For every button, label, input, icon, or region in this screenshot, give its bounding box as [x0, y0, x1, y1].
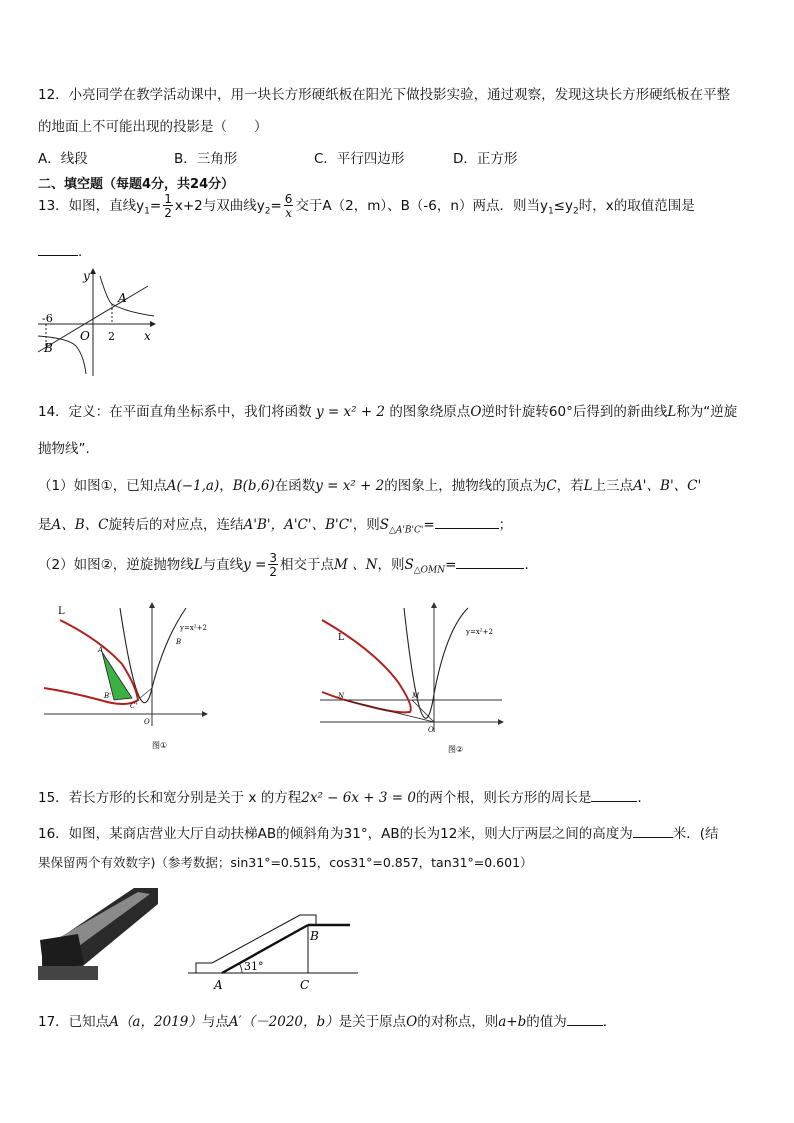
q17-ab: a+b: [498, 1014, 527, 1030]
q14-mn: M 、N: [334, 557, 378, 573]
q12-line1: 12．小亮同学在教学活动课中，用一块长方形硬纸板在阳光下做投影实验，通过观察，发现这块长方形硬纸板在平整: [38, 87, 731, 103]
q15-a: 15．若长方形的长和宽分别是关于 x 的方程: [38, 790, 302, 806]
q14-l3: L: [193, 557, 203, 573]
q12-line2: 的地面上不可能出现的投影是（ ）: [38, 119, 268, 135]
q14-l1: L: [667, 404, 677, 420]
q14-p1a: （1）如图①，已知点: [38, 478, 167, 494]
q14-p2b: 与直线: [202, 557, 244, 573]
fig1-label-b: B': [104, 692, 112, 700]
q16-label-angle: 31°: [244, 960, 264, 973]
fig1-label-bp: B: [176, 638, 182, 646]
q14-p2e: =: [445, 557, 457, 573]
q16-upper-landing: [300, 915, 316, 925]
q15-b: 的两个根，则长方形的周长是: [415, 790, 592, 806]
q14-pa: A(−1,a): [166, 478, 220, 494]
fig1-x-arrow: [202, 711, 208, 717]
q13-sub4: 2: [572, 206, 579, 217]
q13-line1: [38, 193, 695, 219]
q14-p2a: （2）如图②，逆旋抛物线: [38, 557, 194, 573]
q14-line1: [38, 400, 737, 420]
q13-frac1-den: 2: [164, 206, 172, 220]
q14-frac-den: 2: [269, 565, 278, 579]
q13-figure: [36, 266, 156, 378]
q15-blank: [591, 789, 637, 802]
q13-eq2: =: [270, 198, 282, 214]
q14-s2-sub: △OMN: [413, 565, 446, 576]
q14-pts: A'、B'、C': [633, 478, 702, 494]
fig1-label-l: L: [58, 606, 65, 617]
q16-diagram: [186, 906, 358, 996]
q13-blank: [38, 243, 78, 256]
q14-p1c: 在函数: [274, 478, 316, 494]
q14-line5: [38, 552, 538, 578]
q14-line4c: ，则: [352, 517, 380, 533]
q14-abc: A、B、C: [51, 517, 109, 533]
q14-line1a: 14．定义：在平面直角坐标系中，我们将函数: [38, 404, 312, 420]
q16-blank: [633, 825, 673, 838]
q13-label-o: O: [80, 329, 90, 343]
q14-frac-num: 3: [269, 551, 278, 565]
q16-label-c: C: [300, 978, 310, 992]
q13-x-arrow: [150, 321, 156, 327]
q13-mid1: x+2与双曲线y: [174, 198, 265, 214]
fig2-caption: 图②: [448, 745, 464, 754]
q14-yeq: y =: [243, 557, 267, 573]
q13-label-y: y: [83, 269, 90, 283]
q14-p2f: ．: [524, 557, 538, 573]
q14-segs: A'B'，A'C'、B'C': [243, 517, 353, 533]
q13-eq1: =: [149, 198, 162, 214]
q12-option-d: D．正方形: [453, 151, 518, 167]
q14-p1d: 的图象上，抛物线的顶点为: [384, 478, 547, 494]
q14-line4: [38, 513, 512, 536]
q13-answer-line: [38, 240, 92, 260]
fig2-rotated-curve: [322, 620, 411, 712]
q14-s1-sub: △A'B'C': [389, 525, 424, 536]
fig1-y-arrow: [149, 602, 155, 608]
q13-frac2: [284, 193, 294, 219]
q13-sub2: 2: [264, 206, 271, 217]
q14-figure1: [40, 600, 212, 752]
q14-line3: [38, 474, 701, 494]
q14-line2: 抛物线”.: [38, 441, 90, 457]
q14-line1d: 称为“逆旋: [676, 404, 738, 420]
fig2-label-o: O: [428, 726, 434, 734]
q17-pa: A（a，2019）: [109, 1014, 202, 1030]
q14-frac: [268, 552, 278, 578]
q17-b: 与点: [201, 1014, 229, 1030]
q14-l2: L: [583, 478, 593, 494]
q13-label-x: x: [144, 329, 151, 343]
q17-f: ．: [602, 1014, 617, 1030]
fig2-label-m: M: [412, 692, 420, 700]
q12-option-c: C．平行四边形: [314, 151, 405, 167]
fig1-label-a: A': [98, 646, 105, 654]
fig1-label-o: O: [144, 718, 150, 726]
q13-frac2-den: x: [285, 206, 292, 220]
q13-frac1: [163, 193, 173, 219]
q17-c: 是关于原点: [338, 1014, 407, 1030]
q13-label-a: A: [118, 291, 127, 305]
q14-pb: B(b,6): [232, 478, 275, 494]
q17-o: O: [406, 1014, 418, 1030]
q14-line4a: 是: [38, 517, 52, 533]
q16-line1: [38, 822, 719, 842]
q14-c: C: [546, 478, 557, 494]
q14-p2d: ，则: [377, 557, 405, 573]
q13-frac1-num: 1: [164, 192, 172, 206]
fig1-label-fn: y=x²+2: [180, 624, 207, 632]
q13-label-2: 2: [108, 330, 115, 343]
q14-p1b: ，: [219, 478, 233, 494]
q16-line2: 果保留两个有效数字)（参考数据；sin31°=0.515，cos31°=0.857，tan31°=0.601）: [38, 855, 533, 870]
q14-s1: S: [379, 517, 390, 533]
q13-mid3: ≤y: [553, 198, 573, 214]
q17-blank: [567, 1013, 603, 1026]
fig1-parabola: [120, 608, 186, 703]
q16-line1b: 米．(结: [672, 826, 719, 842]
q17-pap: A′（－2020，b）: [228, 1014, 339, 1030]
q14-s2: S: [404, 557, 414, 573]
q14-blank2: [456, 556, 524, 569]
q16-label-a: A: [214, 978, 223, 992]
q16-lower-landing: [196, 963, 212, 973]
q14-figure2: [318, 600, 508, 756]
q16-angle-arc: [239, 963, 242, 973]
q13-label-b: B: [44, 341, 53, 355]
q17-d: 的对称点，则: [417, 1014, 499, 1030]
q17-line: [38, 1010, 616, 1030]
q14-line4e: ；: [498, 517, 513, 533]
section-header: 二、填空题（每题4分，共24分）: [38, 177, 235, 192]
q16-label-b: B: [310, 929, 319, 943]
q16-escalator-ab: [222, 925, 308, 973]
fig1-caption: 图①: [152, 741, 168, 750]
fig2-label-l: L: [338, 633, 344, 643]
q15-c: ．: [637, 790, 651, 806]
q14-func2: y = x² + 2: [315, 478, 385, 494]
q13-sub1: 1: [144, 206, 150, 217]
q13-sub3: 1: [547, 206, 554, 217]
fig1-label-c: C': [130, 702, 138, 710]
q14-p2c: 相交于点: [280, 557, 335, 573]
q13-prefix: 13．如图，直线y: [38, 198, 145, 214]
q14-line1c: 逆时针旋转60°后得到的新曲线: [481, 404, 668, 420]
fig2-label-fn: y=x²+2: [466, 628, 493, 636]
fig2-y-arrow: [431, 602, 437, 608]
q14-p1f: 上三点: [592, 478, 634, 494]
escalator-photo: [38, 884, 158, 980]
q16-rail-top: [212, 915, 300, 963]
q14-line1b: 的图象绕原点: [389, 404, 471, 420]
q14-o: O: [470, 404, 482, 420]
q13-tail: 时，x的取值范围是: [578, 198, 695, 214]
q14-blank1: [435, 516, 499, 529]
q14-line4d: =: [423, 517, 435, 533]
q17-a: 17．已知点: [38, 1014, 110, 1030]
q13-frac2-num: 6: [284, 192, 293, 206]
q15-line: [38, 786, 651, 806]
q13-y-arrow: [90, 268, 96, 274]
q16-line1a: 16．如图，某商店营业大厅自动扶梯AB的倾斜角为31°，AB的长为12米，则大厅两层之间的高度为: [38, 826, 633, 842]
q13-label-neg6: -6: [42, 312, 53, 325]
q13-end: ．: [78, 244, 92, 260]
fig2-label-n: N: [338, 692, 345, 700]
q12-option-b: B．三角形: [174, 151, 238, 167]
q14-func1: y = x² + 2: [315, 404, 386, 420]
q14-p1e: ，若: [556, 478, 584, 494]
q14-line4b: 旋转后的对应点，连结: [108, 517, 244, 533]
q13-mid2: 交于A（2，m）、B（-6，n）两点．则当y: [295, 198, 548, 214]
q17-e: 的值为: [526, 1014, 567, 1030]
q15-eq: 2x² − 6x + 3 = 0: [301, 790, 416, 806]
q12-option-a: A．线段: [38, 151, 88, 167]
photo-floor: [38, 966, 98, 980]
fig2-x-arrow: [498, 719, 504, 725]
